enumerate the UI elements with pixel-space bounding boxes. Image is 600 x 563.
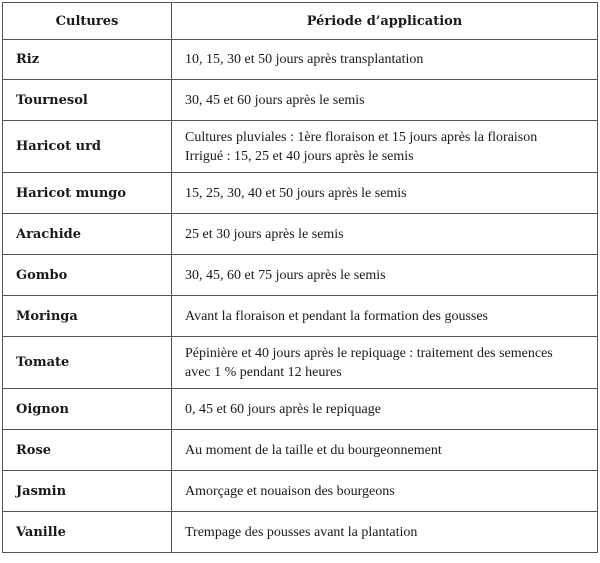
- period-line: 25 et 30 jours après le semis: [185, 226, 344, 242]
- crop-cell: Jasmin: [3, 471, 172, 512]
- period-line: 30, 45 et 60 jours après le semis: [185, 92, 365, 108]
- crop-cell: Haricot mungo: [3, 173, 172, 214]
- period-line: 0, 45 et 60 jours après le repiquage: [185, 401, 381, 417]
- period-line: 15, 25, 30, 40 et 50 jours après le semis: [185, 185, 407, 201]
- crop-cell: Vanille: [3, 512, 172, 553]
- table-row: [3, 40, 598, 80]
- table-row: [3, 337, 598, 389]
- table-row: [3, 214, 598, 255]
- crop-cell: Riz: [3, 40, 172, 80]
- table-row: [3, 471, 598, 512]
- crop-cell: Moringa: [3, 296, 172, 337]
- header-cultures: Cultures: [3, 3, 172, 40]
- period-cell: [172, 40, 598, 80]
- table-row: [3, 255, 598, 296]
- period-line: Amorçage et nouaison des bourgeons: [185, 483, 395, 499]
- period-cell: [172, 255, 598, 296]
- period-cell: [172, 471, 598, 512]
- table-row: [3, 389, 598, 430]
- header-row: [3, 3, 598, 40]
- table-row: [3, 80, 598, 121]
- crop-cell: Arachide: [3, 214, 172, 255]
- period-cell: [172, 121, 598, 173]
- period-cell: [172, 512, 598, 553]
- period-line: Irrigué : 15, 25 et 40 jours après le semis: [185, 148, 414, 164]
- crop-cell: Haricot urd: [3, 121, 172, 173]
- period-cell: [172, 389, 598, 430]
- period-cell: [172, 173, 598, 214]
- header-periode-application: Période d’application: [172, 3, 598, 40]
- table-row: [3, 512, 598, 553]
- period-line: 30, 45, 60 et 75 jours après le semis: [185, 267, 386, 283]
- crop-cell: Tournesol: [3, 80, 172, 121]
- period-cell: [172, 214, 598, 255]
- period-line: avec 1 % pendant 12 heures: [185, 364, 342, 380]
- crop-cell: Rose: [3, 430, 172, 471]
- table-row: [3, 121, 598, 173]
- table-row: [3, 173, 598, 214]
- period-line: Cultures pluviales : 1ère floraison et 15 jours après la floraison: [185, 129, 538, 145]
- period-cell: [172, 296, 598, 337]
- period-cell: [172, 430, 598, 471]
- period-line: Trempage des pousses avant la plantation: [185, 524, 418, 540]
- period-cell: [172, 80, 598, 121]
- crop-cell: Tomate: [3, 337, 172, 389]
- period-line: 10, 15, 30 et 50 jours après transplantation: [185, 52, 424, 67]
- period-cell: [172, 337, 598, 389]
- table-row: [3, 430, 598, 471]
- table-row: [3, 296, 598, 337]
- period-line: Avant la floraison et pendant la formation des gousses: [185, 308, 488, 324]
- period-line: Pépinière et 40 jours après le repiquage : traitement des semences: [185, 345, 553, 361]
- period-line: Au moment de la taille et du bourgeonnement: [185, 442, 442, 458]
- crop-cell: Oignon: [3, 389, 172, 430]
- crop-cell: Gombo: [3, 255, 172, 296]
- application-period-table: [2, 2, 598, 553]
